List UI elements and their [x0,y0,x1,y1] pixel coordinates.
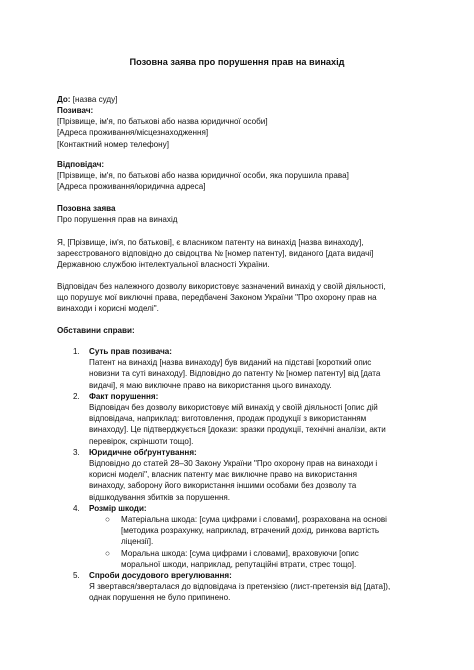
list-item-line: Я звертався/зверталася до відповідача із претензією (лист-претензія від [дата]), [89,582,391,592]
list-item-line: винаходу]. Це підтверджується [докази: зразки продукції, технічні аналізи, акти [89,425,386,435]
court-value: [назва суду] [70,95,118,104]
plaintiff-phone: [Контактний номер телефону] [57,139,169,149]
plaintiff-name: [Прізвище, ім'я, по батькові або назва юридичної особи] [57,117,268,127]
circumstances-section [57,325,422,336]
plaintiff-address: [Адреса проживання/місцезнаходження] [57,128,209,138]
paragraph-line: винаходи і корисні моделі". [57,304,159,314]
bullet-line: моральної шкоди, наприклад, репутаційні втрати, стрес тощо]. [121,559,357,569]
defendant-name: [Прізвище, ім'я, по батькові або назва юридичної особи, яка порушила права] [57,171,349,181]
list-item-line: новизни та суті винаходу]. Відповідно до патенту № [номер патенту] від [дата [89,369,381,379]
circle-bullet-icon: ○ [105,548,110,558]
damage-bullet-material [89,514,422,548]
list-item-pretrial [57,570,422,604]
list-item-heading: Юридичне обґрунтування: [89,447,197,457]
court-section [57,94,422,105]
list-number: 1. [73,347,80,356]
list-item-heading: Суть прав позивача: [89,347,172,356]
circle-bullet-icon: ○ [105,515,110,525]
bullet-line: [методика розрахунку, наприклад, втрачений дохід, ринкова вартість [121,526,380,536]
paragraph-line: зареєстрованого відповідно до свідоцтва № [номер патенту], виданого [дата видачі] [57,249,374,259]
paragraph-line: Відповідач без належного дозволу використовує зазначений винахід у своїй діяльності, [57,282,386,291]
claim-subject: Про порушення прав на винахід [57,215,178,225]
list-item-line: видачі], я маю виключне право на використання цього винаходу. [89,380,332,390]
list-item-heading: Спроби досудового врегулювання: [89,571,232,581]
bullet-line: ліцензії]. [121,537,154,547]
list-item-line: Відповідач без дозволу використовує мій винахід у своїй діяльності [опис дій [89,403,378,413]
list-item-line: корисні моделі", власник патенту має виключне право на використання [89,470,357,480]
claim-section [57,203,422,225]
court-line [57,94,422,105]
list-number: 4. [73,503,80,513]
document-title: Позовна заява про порушення прав на винахід [129,57,345,67]
plaintiff-section [57,105,422,150]
paragraph-line: що порушує мої виключні права, передбачені Законом України "Про охорону прав на [57,293,377,303]
defendant-label: Відповідач: [57,160,105,169]
circumstances-list [57,346,422,604]
claim-label: Позовна заява [57,204,116,213]
plaintiff-label: Позивач: [57,106,94,115]
list-item-line: Патент на винахід [назва винаходу] був виданий на підставі [короткий опис [89,358,372,368]
list-item-legal-basis [57,447,422,503]
paragraph-line: Я, [Прізвище, ім'я, по батькові], є власником патенту на винахід [назва винаходу], [57,238,364,247]
ownership-paragraph [57,237,422,271]
circumstances-label: Обставини справи: [57,326,135,335]
list-item-line: винаходу, заборону його використання іншими особами без дозволу та [89,481,357,491]
list-item-line: Відповідно до статей 28–30 Закону України "Про охорону прав на винаходи і [89,459,378,469]
bullet-line: Матеріальна шкода: [сума цифрами і словами], розрахована на основі [121,515,387,525]
list-item-line: відшкодування збитків за порушення. [89,492,231,502]
court-label: До: [57,95,71,104]
bullet-line: Моральна шкода: [сума цифрами і словами], враховуючи [опис [121,548,359,558]
paragraph-line: Державною службою інтелектуальної власності України. [57,260,270,270]
defendant-address: [Адреса проживання/юридична адреса] [57,182,206,192]
list-item-line: однак порушення не було припинено. [89,593,231,603]
numbered-list [57,346,422,604]
list-item-heading: Факт порушення: [89,391,159,401]
list-number: 5. [73,571,80,581]
list-item-line: відповідача, наприклад: виготовлення, продаж продукції з використанням [89,414,367,424]
damage-bullet-moral [89,548,422,570]
list-item-damages [57,503,422,570]
list-item-violation [57,391,422,447]
list-number: 3. [73,447,80,457]
list-item-line: перевірок, скріншоти тощо]. [89,436,194,446]
list-item-rights [57,346,422,391]
list-item-heading: Розмір шкоди: [89,503,147,513]
defendant-section [57,159,422,193]
list-number: 2. [73,391,80,401]
infringement-paragraph [57,281,422,315]
